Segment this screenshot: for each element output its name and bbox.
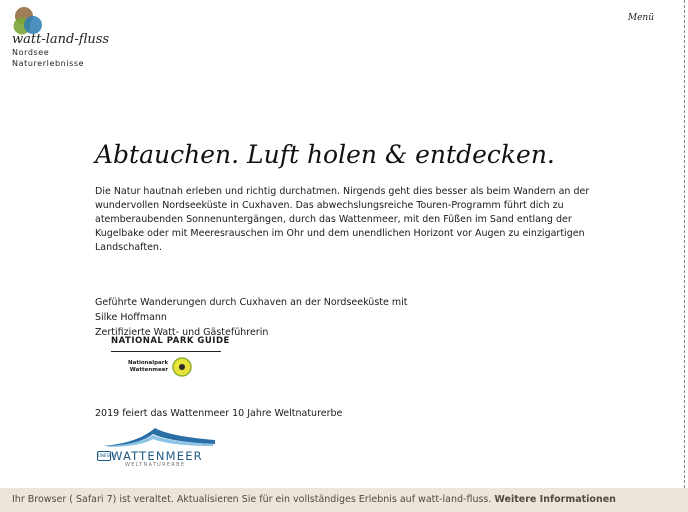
wattenmeer-subtitle: WELTNATURERBE [125,462,186,468]
outdated-browser-banner [0,488,688,512]
menu-button[interactable]: Menü [627,13,654,23]
guide-line-1: Geführte Wanderungen durch Cuxhaven an der Nordseeküste mit [95,297,408,308]
npg-park-name: Nationalpark Wattenmeer [128,360,169,373]
anniversary-text: 2019 feiert das Wattenmeer 10 Jahre Weltnaturerbe [95,408,343,419]
npg-title: NATIONAL PARK GUIDE [111,336,221,352]
national-park-guide-logo [111,336,230,382]
wattenmeer-logo [97,426,215,470]
guide-info [95,295,590,340]
guide-certification: Zertifizierte Watt- und Gästeführerin [95,327,269,338]
wave-icon [103,426,215,448]
guide-name: Silke Hoffmann [95,312,167,323]
wattenmeer-name: WATTENMEER [111,449,203,463]
intro-paragraph: Die Natur hautnah erleben und richtig durchatmen. Nirgends geht dies besser als beim Wandern an der wundervollen Nordseeküste in Cuxhaven. Das abwechslungsreiche Touren-Programm führt dich zu atemberaubenden Sonnenuntergängen, durch das Wattenmeer, mit den Füßen im Sand entlang der Kugelbake oder mit Meeresrauschen im Ohr und dem unendlichen Horizont vor Augen zu einzigartigen Landschaften. [95,186,590,253]
logo-subtitle [12,47,84,69]
logo-wordmark: watt-land-fluss [12,32,110,47]
main-content [95,138,590,468]
site-logo[interactable] [12,6,132,68]
nationalpark-sun-icon [172,357,192,377]
logo-sub-line1: Nordsee [12,48,50,57]
banner-message: Ihr Browser ( Safari 7) ist veraltet. Aktualisieren Sie für ein vollständiges Erlebnis auf watt-land-fluss. [12,494,495,505]
page-headline: Abtauchen. Luft holen & entdecken. [95,140,555,169]
unesco-badge: UNESCO [97,451,111,461]
logo-sub-line2: Naturerlebnisse [12,59,85,68]
page-edge-divider [684,0,685,488]
more-info-link[interactable]: Weitere Informationen [494,494,616,505]
